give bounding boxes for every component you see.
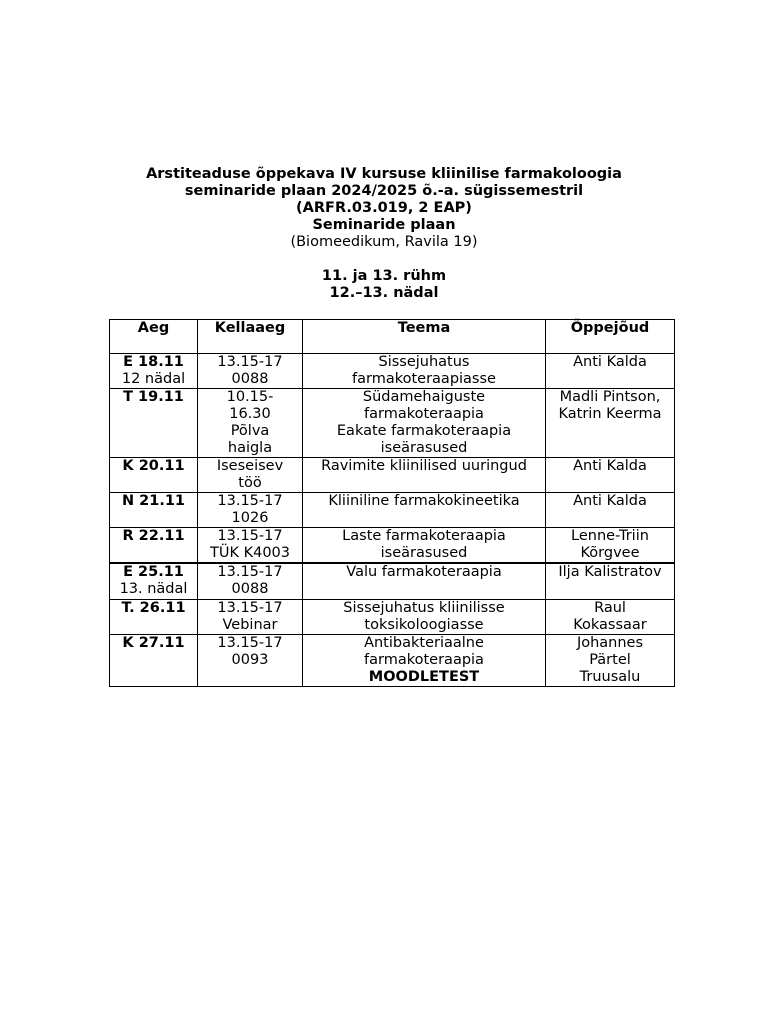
cell-aeg	[110, 493, 198, 528]
table-row	[110, 563, 675, 599]
time-line: 0093	[231, 651, 269, 668]
cell-teema	[303, 458, 546, 493]
table-row	[110, 528, 675, 564]
week-label: 13. nädal	[119, 581, 188, 597]
table-row	[110, 599, 675, 634]
time-line: 13.15-17	[217, 528, 283, 544]
time-line: Iseseisev	[216, 458, 284, 474]
cell-aeg	[110, 563, 198, 599]
location-line: (Biomeedikum, Ravila 19)	[290, 234, 478, 250]
column-header-aeg: Aeg	[110, 320, 198, 354]
day-label: N 21.11	[121, 493, 186, 509]
title-line-2: seminaride plaan 2024/2025 õ.-a. sügissemestril	[184, 183, 584, 199]
lecturer-line: Lenne-Triin	[571, 528, 649, 544]
lecturer-line: Anti Kalda	[573, 354, 647, 370]
document-header	[0, 166, 768, 302]
lecturer-line: Madli Pintson,	[559, 389, 661, 405]
table-header-row	[110, 320, 675, 354]
time-line: 0088	[231, 371, 269, 387]
lecturer-line: Katrin Keerma	[558, 406, 662, 422]
column-header-oppejoud: Õppejõud	[546, 320, 675, 354]
topic-line: Laste farmakoteraapia	[342, 528, 506, 544]
cell-teema	[303, 563, 546, 599]
topic-line: Valu farmakoteraapia	[346, 564, 502, 580]
cell-teema	[303, 493, 546, 528]
time-line: 13.15-17	[217, 634, 283, 651]
weeks-line: 12.–13. nädal	[329, 285, 439, 301]
lecturer-line: Raul	[594, 599, 626, 616]
time-line: 13.15-17	[217, 354, 283, 370]
topic-line: farmakoteraapia	[364, 651, 484, 668]
lecturer-line: Ilja Kalistratov	[558, 564, 662, 580]
day-label: K 20.11	[122, 458, 185, 474]
title-line-3: (ARFR.03.019, 2 EAP)	[296, 200, 472, 216]
cell-teema	[303, 354, 546, 389]
topic-line: toksikoloogiasse	[364, 616, 484, 633]
cell-aeg	[110, 599, 198, 634]
cell-oppejoud	[546, 389, 675, 458]
lecturer-line: Anti Kalda	[573, 458, 647, 474]
day-label: T 19.11	[123, 389, 184, 405]
title-line-4: Seminaride plaan	[312, 217, 456, 233]
spacer	[0, 251, 768, 268]
topic-emphasis: MOODLETEST	[368, 668, 480, 685]
cell-kellaaeg	[198, 389, 303, 458]
time-line: 13.15-17	[217, 493, 283, 509]
topic-line: Südamehaiguste	[362, 389, 486, 405]
day-label: R 22.11	[122, 528, 185, 544]
lecturer-line: Kõrgvee	[580, 545, 640, 561]
cell-aeg	[110, 528, 198, 564]
cell-kellaaeg	[198, 458, 303, 493]
topic-line: Kliiniline farmakokineetika	[328, 493, 520, 509]
cell-oppejoud	[546, 493, 675, 528]
cell-oppejoud	[546, 634, 675, 686]
topic-line: Ravimite kliinilised uuringud	[321, 458, 527, 474]
cell-kellaaeg	[198, 493, 303, 528]
cell-kellaaeg	[198, 563, 303, 599]
cell-teema	[303, 389, 546, 458]
column-header-kellaaeg: Kellaaeg	[198, 320, 303, 354]
cell-kellaaeg	[198, 528, 303, 564]
topic-line: Eakate farmakoteraapia	[336, 423, 512, 439]
cell-oppejoud	[546, 354, 675, 389]
lecturer-line: Johannes	[576, 634, 644, 651]
topic-line: iseärasused	[380, 545, 468, 561]
table-row	[110, 458, 675, 493]
topic-line: iseärasused	[380, 440, 468, 456]
cell-aeg	[110, 354, 198, 389]
table-row	[110, 354, 675, 389]
time-line: 10.15-	[226, 389, 274, 405]
cell-kellaaeg	[198, 354, 303, 389]
time-line: 13.15-17	[217, 599, 283, 616]
time-line: töö	[238, 475, 262, 491]
time-line: Vebinar	[222, 616, 278, 633]
time-line: TÜK K4003	[210, 545, 290, 561]
topic-line: Antibakteriaalne	[364, 634, 484, 651]
column-header-teema: Teema	[303, 320, 546, 354]
table-row	[110, 493, 675, 528]
time-line: 16.30	[229, 406, 271, 422]
cell-teema	[303, 599, 546, 634]
cell-oppejoud	[546, 458, 675, 493]
topic-line: Sissejuhatus	[378, 354, 470, 370]
week-label: 12 nädal	[121, 371, 186, 387]
cell-aeg	[110, 458, 198, 493]
lecturer-line: Anti Kalda	[573, 493, 647, 509]
time-line: 13.15-17	[217, 564, 283, 580]
cell-oppejoud	[546, 528, 675, 564]
seminar-schedule-table	[109, 319, 675, 687]
topic-line: farmakoteraapia	[364, 406, 484, 422]
day-label: E 25.11	[123, 564, 184, 580]
cell-kellaaeg	[198, 634, 303, 686]
cell-teema	[303, 634, 546, 686]
cell-aeg	[110, 634, 198, 686]
day-label: K 27.11	[122, 634, 185, 651]
topic-line: farmakoteraapiasse	[352, 371, 496, 387]
cell-teema	[303, 528, 546, 564]
day-label: T. 26.11	[121, 599, 186, 616]
table-body	[110, 354, 675, 687]
groups-line: 11. ja 13. rühm	[321, 268, 447, 284]
time-line: Põlva	[230, 423, 270, 439]
lecturer-line: Kokassaar	[573, 616, 647, 633]
lecturer-line: Truusalu	[579, 668, 641, 685]
topic-line: Sissejuhatus kliinilisse	[343, 599, 505, 616]
day-label: E 18.11	[123, 354, 184, 370]
title-line-1: Arstiteaduse õppekava IV kursuse kliinilise farmakoloogia	[146, 166, 622, 182]
table-row	[110, 389, 675, 458]
cell-aeg	[110, 389, 198, 458]
table-row	[110, 634, 675, 686]
lecturer-line: Pärtel	[589, 651, 631, 668]
cell-kellaaeg	[198, 599, 303, 634]
cell-oppejoud	[546, 599, 675, 634]
time-line: 1026	[231, 510, 269, 526]
time-line: 0088	[231, 581, 269, 597]
time-line: haigla	[227, 440, 273, 456]
cell-oppejoud	[546, 563, 675, 599]
